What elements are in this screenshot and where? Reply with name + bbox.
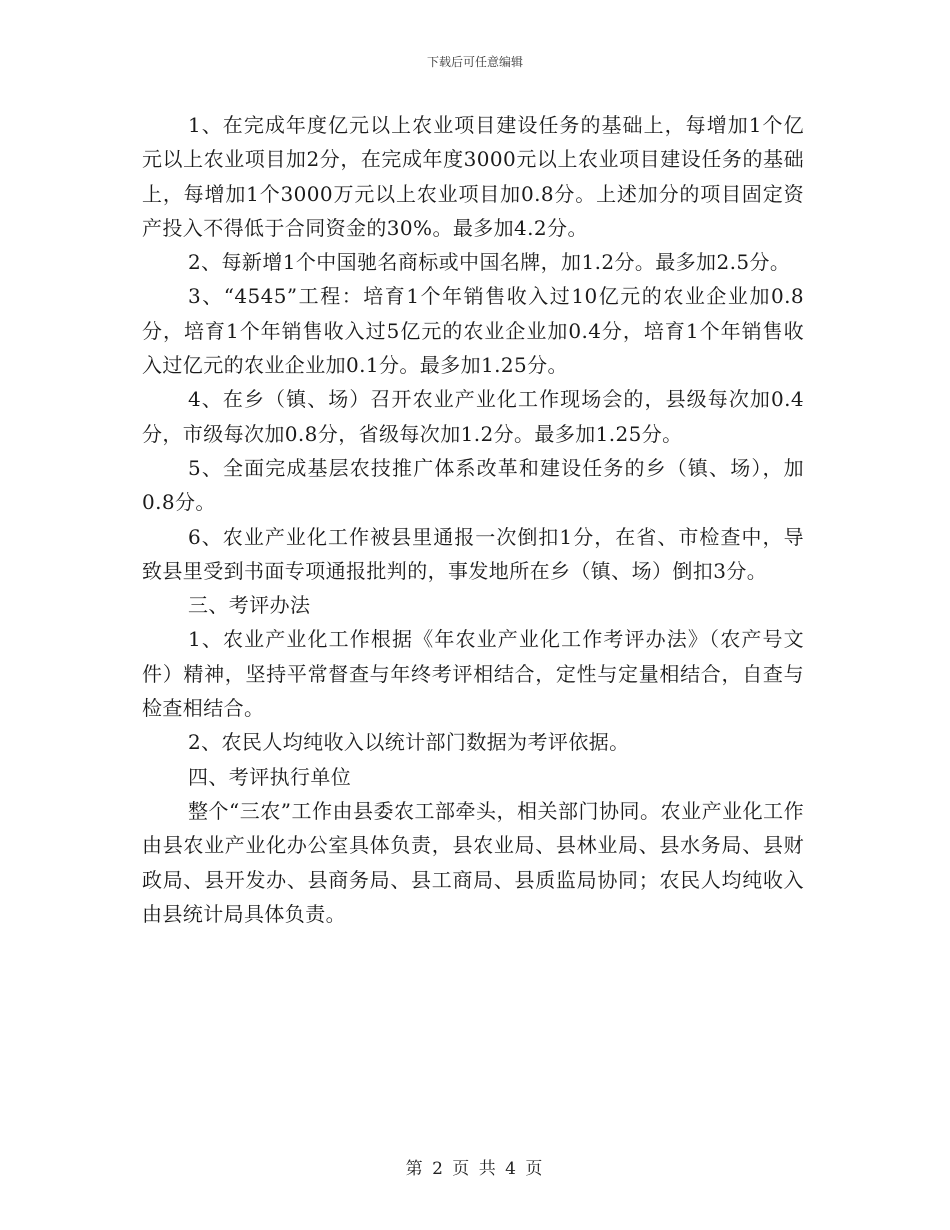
paragraph-execution-unit: 整个“三农”工作由县委农工部牵头，相关部门协同。农业产业化工作由县农业产业化办公室具体负责，县农业局、县林业局、县水务局、县财政局、县开发办、县商务局、县工商局、县质监局协同；农民人均纯收入由县统计局具体负责。 bbox=[142, 798, 804, 926]
paragraph-item-5: 5、全面完成基层农技推广体系改革和建设任务的乡（镇、场），加0.8分。 bbox=[142, 455, 804, 515]
document-body bbox=[142, 108, 804, 931]
section-heading-evaluation-method: 三、考评办法 bbox=[188, 593, 311, 618]
paragraph-method-2: 2、农民人均纯收入以统计部门数据为考评依据。 bbox=[188, 730, 630, 755]
header-note: 下载后可任意编辑 bbox=[426, 55, 523, 69]
paragraph-item-3: 3、“4545”工程：培育1个年销售收入过10亿元的农业企业加0.8分，培育1个年销售收入过5亿元的农业企业加0.4分，培育1个年销售收入过亿元的农业企业加0.1分。最多加1.25分。 bbox=[142, 284, 804, 378]
section-heading-execution-unit: 四、考评执行单位 bbox=[188, 764, 352, 789]
page-number: 第 2 页 共 4 页 bbox=[405, 1159, 545, 1179]
paragraph-item-1: 1、在完成年度亿元以上农业项目建设任务的基础上，每增加1个亿元以上农业项目加2分，在完成年度3000元以上农业项目建设任务的基础上，每增加1个3000万元以上农业项目加0.8分。上述加分的项目固定资产投入不得低于合同资金的30%。最多加4.2分。 bbox=[142, 113, 804, 240]
paragraph-item-4: 4、在乡（镇、场）召开农业产业化工作现场会的，县级每次加0.4分，市级每次加0.8分，省级每次加1.2分。最多加1.25分。 bbox=[142, 387, 804, 446]
paragraph-item-2: 2、每新增1个中国驰名商标或中国名牌，加1.2分。最多加2.5分。 bbox=[188, 250, 791, 275]
paragraph-item-6: 6、农业产业化工作被县里通报一次倒扣1分，在省、市检查中，导致县里受到书面专项通报批判的，事发地所在乡（镇、场）倒扣3分。 bbox=[142, 524, 804, 583]
paragraph-method-1: 1、农业产业化工作根据《年农业产业化工作考评办法》（农产号文件）精神，坚持平常督查与年终考评相结合，定性与定量相结合，自查与检查相结合。 bbox=[142, 627, 804, 721]
